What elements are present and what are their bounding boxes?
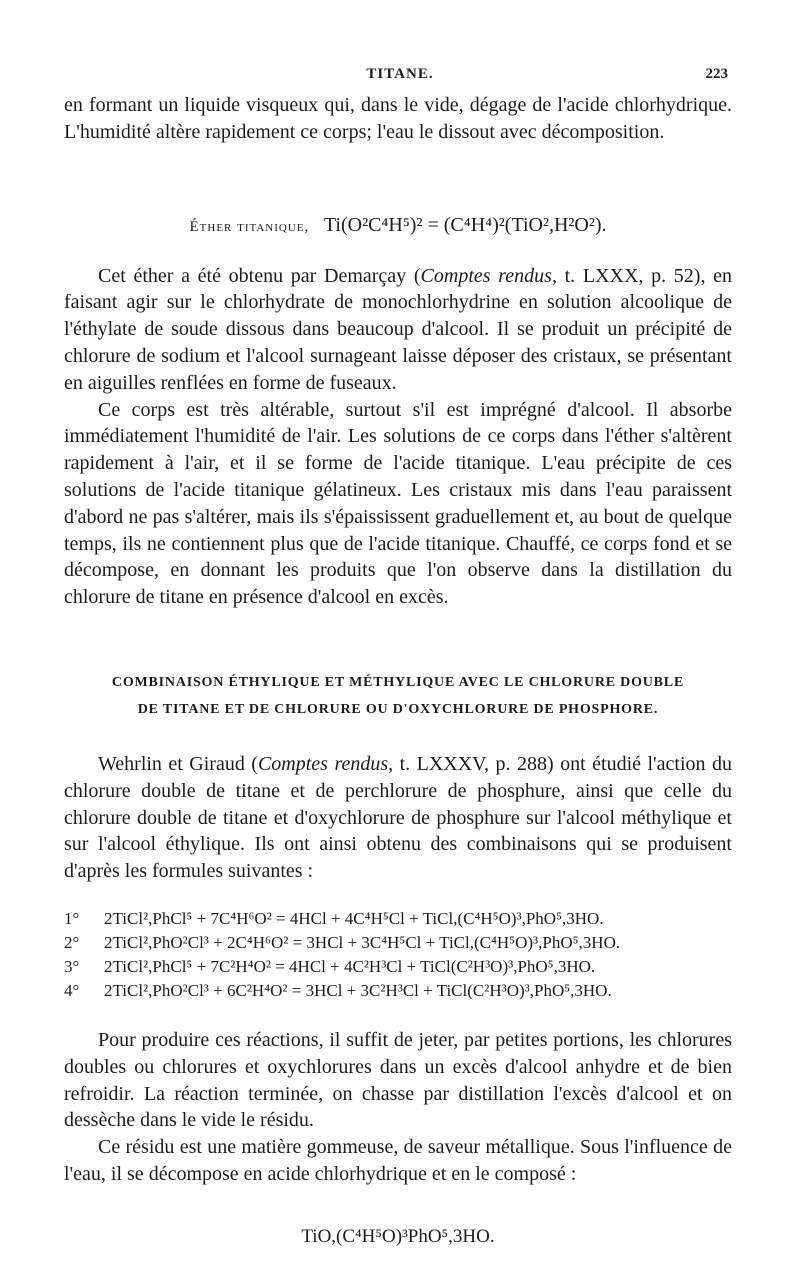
section-heading-combinaison [64, 669, 732, 723]
final-formula: TiO,(C⁴H⁵O)³PhO⁵,3HO. [301, 1225, 495, 1247]
reaction-number: 2° [64, 932, 80, 952]
citation: Comptes rendus [257, 752, 389, 775]
heading-line: COMBINAISON ÉTHYLIQUE ET MÉTHYLIQUE AVEC LE CHLORURE DOUBLE [111, 674, 685, 690]
paragraph-continuation: en formant un liquide visqueux qui, dans le vide, dégage de l'acide chlorhydrique. L'humidité altère rapidement ce corps; l'eau le dissout avec décomposition. [64, 94, 732, 143]
reaction-equation: 2TiCl²,PhO²Cl³ + 6C²H⁴O² = 3HCl + 3C²H³Cl + TiCl(C²H³O)³,PhO⁵,3HO. [104, 980, 612, 1000]
paragraph-preparation [64, 263, 732, 397]
paragraph-procedure: Pour produire ces réactions, il suffit de jeter, par petites portions, les chlorures doubles ou chlorures et oxychlorures dans un excès d'alcool anhydre et de bien refroidir. La réaction terminée, on chasse par distillation l'excès d'alcool et on dessèche dans le vide le résidu. [64, 1028, 732, 1132]
heading-line: DE TITANE ET DE CHLORURE OU D'OXYCHLORURE DE PHOSPHORE. [137, 701, 659, 717]
section-heading-ether-titanique [64, 214, 732, 237]
reaction-number: 4° [64, 980, 80, 1000]
reaction-number: 3° [64, 956, 80, 976]
reaction-row [64, 955, 732, 979]
running-title: TITANE. [366, 66, 434, 82]
paragraph-properties: Ce corps est très altérable, surtout s'il est imprégné d'alcool. Il absorbe immédiatement l'humidité de l'air. Les solutions de ce corps dans l'éther s'altèrent rapidement à l'air, et il se forme de l'acide titanique. L'eau précipite de ces solutions de l'acide titanique gélatineux. Les cristaux mis dans l'eau paraissent d'abord ne pas s'altérer, mais ils s'épaississent graduellement et, au bout de quelque temps, ils ne contiennent plus que de l'acide titanique. Chauffé, ce corps fond et se décompose, en donnant les produits que l'on observe dans la distillation du chlorure de titane en présence d'alcool en excès. [64, 398, 732, 609]
page-number: 223 [705, 66, 728, 82]
paragraph-residue: Ce résidu est une matière gommeuse, de saveur métallique. Sous l'influence de l'eau, il se décompose en acide chlorhydrique et en le composé : [64, 1136, 732, 1185]
body-text [64, 92, 732, 1248]
section-formula: Ti(O²C⁴H⁵)² = (C⁴H⁴)²(TiO²,H²O²). [323, 213, 607, 236]
running-head [0, 66, 800, 90]
paragraph-text: , t. LXXX, p. 52), en faisant agir sur le chlorhydrate de monochlorhydrine en solution alcoolique de l'éthylate de soude dissous dans beaucoup d'alcool. Il se produit un précipité de chlorure de sodium et l'alcool surnageant laisse déposer des cristaux, se présentant en aiguilles renflées en forme de fuseaux. [64, 264, 733, 394]
reaction-row [64, 931, 732, 955]
reaction-equation: 2TiCl²,PhCl⁵ + 7C²H⁴O² = 4HCl + 4C²H³Cl + TiCl(C²H³O)³,PhO⁵,3HO. [104, 956, 596, 976]
reaction-list [64, 907, 732, 1003]
paragraph-text: , t. LXXXV, p. 288) ont étudié l'action du chlorure double de titane et de perchlorure de phosphure, ainsi que celle du chlorure double de titane et d'oxychlorure de phosphure sur l'alcool méthylique et sur l'alcool éthylique. Ils ont ainsi obtenu des combinaisons qui se produisent d'après les formules suivantes : [64, 752, 732, 883]
reaction-equation: 2TiCl²,PhO²Cl³ + 2C⁴H⁶O² = 3HCl + 3C⁴H⁵Cl + TiCl,(C⁴H⁵O)³,PhO⁵,3HO. [104, 932, 621, 952]
citation: Comptes rendus [420, 264, 552, 287]
paragraph-wehrlin-giraud [64, 751, 732, 885]
paragraph-text: Wehrlin et Giraud ( [98, 752, 258, 775]
reaction-row [64, 979, 732, 1003]
section-label: Éther titanique, [189, 218, 310, 235]
reaction-equation: 2TiCl²,PhCl⁵ + 7C⁴H⁶O² = 4HCl + 4C⁴H⁵Cl + TiCl,(C⁴H⁵O)³,PhO⁵,3HO. [104, 908, 604, 928]
reaction-number: 1° [64, 908, 80, 928]
paragraph-text: Cet éther a été obtenu par Demarçay ( [98, 264, 421, 287]
reaction-row [64, 907, 732, 931]
